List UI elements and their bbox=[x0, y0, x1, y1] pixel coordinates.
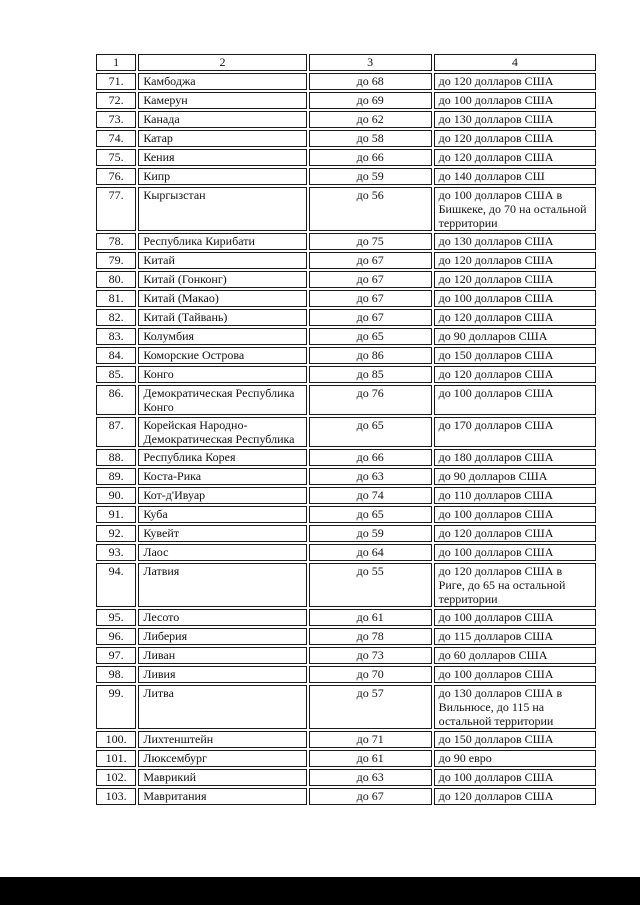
row-number-cell: 84. bbox=[96, 347, 136, 364]
accommodation-limit-cell: до 120 долларов США bbox=[434, 73, 596, 90]
country-name-cell: Коста-Рика bbox=[138, 468, 306, 485]
daily-amount-cell: до 62 bbox=[309, 111, 432, 128]
row-number-cell: 92. bbox=[96, 525, 136, 542]
bottom-border-bar bbox=[0, 877, 640, 905]
daily-amount-cell: до 63 bbox=[309, 769, 432, 786]
row-number-cell: 72. bbox=[96, 92, 136, 109]
accommodation-limit-cell: до 120 долларов США bbox=[434, 149, 596, 166]
table-body bbox=[96, 73, 596, 805]
country-name-cell: Китай (Тайвань) bbox=[138, 309, 306, 326]
accommodation-limit-cell: до 140 долларов СШ bbox=[434, 168, 596, 185]
accommodation-limit-cell: до 120 долларов США bbox=[434, 271, 596, 288]
daily-amount-cell: до 66 bbox=[309, 449, 432, 466]
table-row bbox=[96, 252, 596, 269]
header-cell-3: 3 bbox=[309, 54, 432, 71]
daily-amount-cell: до 63 bbox=[309, 468, 432, 485]
accommodation-limit-cell: до 150 долларов США bbox=[434, 731, 596, 748]
table-row bbox=[96, 750, 596, 767]
country-name-cell: Ливия bbox=[138, 666, 306, 683]
header-cell-2: 2 bbox=[138, 54, 306, 71]
table-row bbox=[96, 73, 596, 90]
table-header-row bbox=[96, 54, 596, 71]
daily-amount-cell: до 59 bbox=[309, 168, 432, 185]
accommodation-limit-cell: до 120 долларов США bbox=[434, 366, 596, 383]
row-number-cell: 71. bbox=[96, 73, 136, 90]
accommodation-limit-cell: до 100 долларов США bbox=[434, 290, 596, 307]
table-row bbox=[96, 487, 596, 504]
country-name-cell: Кот-д'Ивуар bbox=[138, 487, 306, 504]
country-name-cell: Либерия bbox=[138, 628, 306, 645]
table-row bbox=[96, 233, 596, 250]
country-name-cell: Ливан bbox=[138, 647, 306, 664]
daily-amount-cell: до 57 bbox=[309, 685, 432, 729]
table-row bbox=[96, 111, 596, 128]
country-name-cell: Колумбия bbox=[138, 328, 306, 345]
row-number-cell: 95. bbox=[96, 609, 136, 626]
country-name-cell: Мавритания bbox=[138, 788, 306, 805]
daily-amount-cell: до 55 bbox=[309, 563, 432, 607]
accommodation-limit-cell: до 130 долларов США в Вильнюсе, до 115 на остальной территории bbox=[434, 685, 596, 729]
accommodation-limit-cell: до 120 долларов США bbox=[434, 525, 596, 542]
table-row bbox=[96, 417, 596, 447]
daily-amount-cell: до 65 bbox=[309, 328, 432, 345]
row-number-cell: 74. bbox=[96, 130, 136, 147]
table-row bbox=[96, 347, 596, 364]
table-row bbox=[96, 788, 596, 805]
accommodation-limit-cell: до 120 долларов США в Риге, до 65 на остальной территории bbox=[434, 563, 596, 607]
table-row bbox=[96, 731, 596, 748]
table-row bbox=[96, 563, 596, 607]
table-row bbox=[96, 309, 596, 326]
country-name-cell: Куба bbox=[138, 506, 306, 523]
row-number-cell: 103. bbox=[96, 788, 136, 805]
daily-amount-cell: до 67 bbox=[309, 252, 432, 269]
table-row bbox=[96, 385, 596, 415]
daily-amount-cell: до 61 bbox=[309, 609, 432, 626]
row-number-cell: 78. bbox=[96, 233, 136, 250]
accommodation-limit-cell: до 150 долларов США bbox=[434, 347, 596, 364]
table-row bbox=[96, 149, 596, 166]
daily-amount-cell: до 66 bbox=[309, 149, 432, 166]
daily-amount-cell: до 78 bbox=[309, 628, 432, 645]
daily-amount-cell: до 56 bbox=[309, 187, 432, 231]
accommodation-limit-cell: до 60 долларов США bbox=[434, 647, 596, 664]
country-name-cell: Лаос bbox=[138, 544, 306, 561]
country-name-cell: Люксембург bbox=[138, 750, 306, 767]
row-number-cell: 93. bbox=[96, 544, 136, 561]
table-row bbox=[96, 92, 596, 109]
country-name-cell: Камбоджа bbox=[138, 73, 306, 90]
country-name-cell: Китай (Макао) bbox=[138, 290, 306, 307]
country-name-cell: Маврикий bbox=[138, 769, 306, 786]
row-number-cell: 94. bbox=[96, 563, 136, 607]
row-number-cell: 79. bbox=[96, 252, 136, 269]
country-name-cell: Республика Кирибати bbox=[138, 233, 306, 250]
country-name-cell: Коморские Острова bbox=[138, 347, 306, 364]
country-name-cell: Демократическая Республика Конго bbox=[138, 385, 306, 415]
accommodation-limit-cell: до 100 долларов США bbox=[434, 385, 596, 415]
accommodation-limit-cell: до 90 долларов США bbox=[434, 468, 596, 485]
table-row bbox=[96, 328, 596, 345]
daily-amount-cell: до 74 bbox=[309, 487, 432, 504]
daily-amount-cell: до 58 bbox=[309, 130, 432, 147]
accommodation-limit-cell: до 115 долларов США bbox=[434, 628, 596, 645]
row-number-cell: 91. bbox=[96, 506, 136, 523]
row-number-cell: 101. bbox=[96, 750, 136, 767]
daily-amount-cell: до 61 bbox=[309, 750, 432, 767]
row-number-cell: 102. bbox=[96, 769, 136, 786]
row-number-cell: 82. bbox=[96, 309, 136, 326]
accommodation-limit-cell: до 90 долларов США bbox=[434, 328, 596, 345]
table-row bbox=[96, 168, 596, 185]
row-number-cell: 87. bbox=[96, 417, 136, 447]
table-row bbox=[96, 525, 596, 542]
daily-amount-cell: до 71 bbox=[309, 731, 432, 748]
accommodation-limit-cell: до 100 долларов США bbox=[434, 666, 596, 683]
row-number-cell: 99. bbox=[96, 685, 136, 729]
daily-amount-cell: до 70 bbox=[309, 666, 432, 683]
daily-amount-cell: до 86 bbox=[309, 347, 432, 364]
daily-amount-cell: до 65 bbox=[309, 417, 432, 447]
row-number-cell: 75. bbox=[96, 149, 136, 166]
accommodation-limit-cell: до 120 долларов США bbox=[434, 130, 596, 147]
row-number-cell: 89. bbox=[96, 468, 136, 485]
accommodation-limit-cell: до 170 долларов США bbox=[434, 417, 596, 447]
accommodation-limit-cell: до 100 долларов США bbox=[434, 506, 596, 523]
daily-amount-cell: до 76 bbox=[309, 385, 432, 415]
daily-amount-cell: до 85 bbox=[309, 366, 432, 383]
row-number-cell: 73. bbox=[96, 111, 136, 128]
allowance-table bbox=[94, 52, 598, 807]
daily-amount-cell: до 64 bbox=[309, 544, 432, 561]
country-name-cell: Катар bbox=[138, 130, 306, 147]
daily-amount-cell: до 75 bbox=[309, 233, 432, 250]
table-row bbox=[96, 647, 596, 664]
daily-amount-cell: до 65 bbox=[309, 506, 432, 523]
country-name-cell: Латвия bbox=[138, 563, 306, 607]
row-number-cell: 90. bbox=[96, 487, 136, 504]
daily-amount-cell: до 67 bbox=[309, 290, 432, 307]
country-name-cell: Кения bbox=[138, 149, 306, 166]
daily-amount-cell: до 69 bbox=[309, 92, 432, 109]
row-number-cell: 96. bbox=[96, 628, 136, 645]
daily-amount-cell: до 68 bbox=[309, 73, 432, 90]
country-name-cell: Китай bbox=[138, 252, 306, 269]
table-row bbox=[96, 187, 596, 231]
accommodation-limit-cell: до 100 долларов США bbox=[434, 544, 596, 561]
row-number-cell: 88. bbox=[96, 449, 136, 466]
country-name-cell: Лесото bbox=[138, 609, 306, 626]
accommodation-limit-cell: до 90 евро bbox=[434, 750, 596, 767]
accommodation-limit-cell: до 130 долларов США bbox=[434, 111, 596, 128]
table-row bbox=[96, 544, 596, 561]
table-row bbox=[96, 685, 596, 729]
row-number-cell: 76. bbox=[96, 168, 136, 185]
header-cell-4: 4 bbox=[434, 54, 596, 71]
table-row bbox=[96, 271, 596, 288]
row-number-cell: 85. bbox=[96, 366, 136, 383]
row-number-cell: 81. bbox=[96, 290, 136, 307]
accommodation-limit-cell: до 100 долларов США bbox=[434, 92, 596, 109]
country-name-cell: Лихтенштейн bbox=[138, 731, 306, 748]
accommodation-limit-cell: до 100 долларов США bbox=[434, 609, 596, 626]
country-name-cell: Канада bbox=[138, 111, 306, 128]
table-row bbox=[96, 449, 596, 466]
country-name-cell: Кувейт bbox=[138, 525, 306, 542]
table-row bbox=[96, 506, 596, 523]
table-row bbox=[96, 769, 596, 786]
country-name-cell: Корейская Народно-Демократическая Республика bbox=[138, 417, 306, 447]
country-name-cell: Республика Корея bbox=[138, 449, 306, 466]
country-name-cell: Конго bbox=[138, 366, 306, 383]
daily-amount-cell: до 67 bbox=[309, 788, 432, 805]
row-number-cell: 83. bbox=[96, 328, 136, 345]
table-row bbox=[96, 290, 596, 307]
accommodation-limit-cell: до 110 долларов США bbox=[434, 487, 596, 504]
table-row bbox=[96, 609, 596, 626]
accommodation-limit-cell: до 180 долларов США bbox=[434, 449, 596, 466]
country-name-cell: Китай (Гонконг) bbox=[138, 271, 306, 288]
accommodation-limit-cell: до 130 долларов США bbox=[434, 233, 596, 250]
accommodation-limit-cell: до 120 долларов США bbox=[434, 309, 596, 326]
country-name-cell: Камерун bbox=[138, 92, 306, 109]
daily-amount-cell: до 67 bbox=[309, 271, 432, 288]
country-name-cell: Литва bbox=[138, 685, 306, 729]
row-number-cell: 86. bbox=[96, 385, 136, 415]
daily-amount-cell: до 59 bbox=[309, 525, 432, 542]
row-number-cell: 97. bbox=[96, 647, 136, 664]
row-number-cell: 77. bbox=[96, 187, 136, 231]
table-row bbox=[96, 628, 596, 645]
header-cell-1: 1 bbox=[96, 54, 136, 71]
table-row bbox=[96, 366, 596, 383]
accommodation-limit-cell: до 100 долларов США bbox=[434, 769, 596, 786]
accommodation-limit-cell: до 120 долларов США bbox=[434, 788, 596, 805]
daily-amount-cell: до 67 bbox=[309, 309, 432, 326]
table-row bbox=[96, 130, 596, 147]
accommodation-limit-cell: до 100 долларов США в Бишкеке, до 70 на остальной территории bbox=[434, 187, 596, 231]
accommodation-limit-cell: до 120 долларов США bbox=[434, 252, 596, 269]
table-row bbox=[96, 666, 596, 683]
row-number-cell: 80. bbox=[96, 271, 136, 288]
country-name-cell: Кипр bbox=[138, 168, 306, 185]
daily-amount-cell: до 73 bbox=[309, 647, 432, 664]
country-name-cell: Кыргызстан bbox=[138, 187, 306, 231]
row-number-cell: 98. bbox=[96, 666, 136, 683]
row-number-cell: 100. bbox=[96, 731, 136, 748]
table-row bbox=[96, 468, 596, 485]
